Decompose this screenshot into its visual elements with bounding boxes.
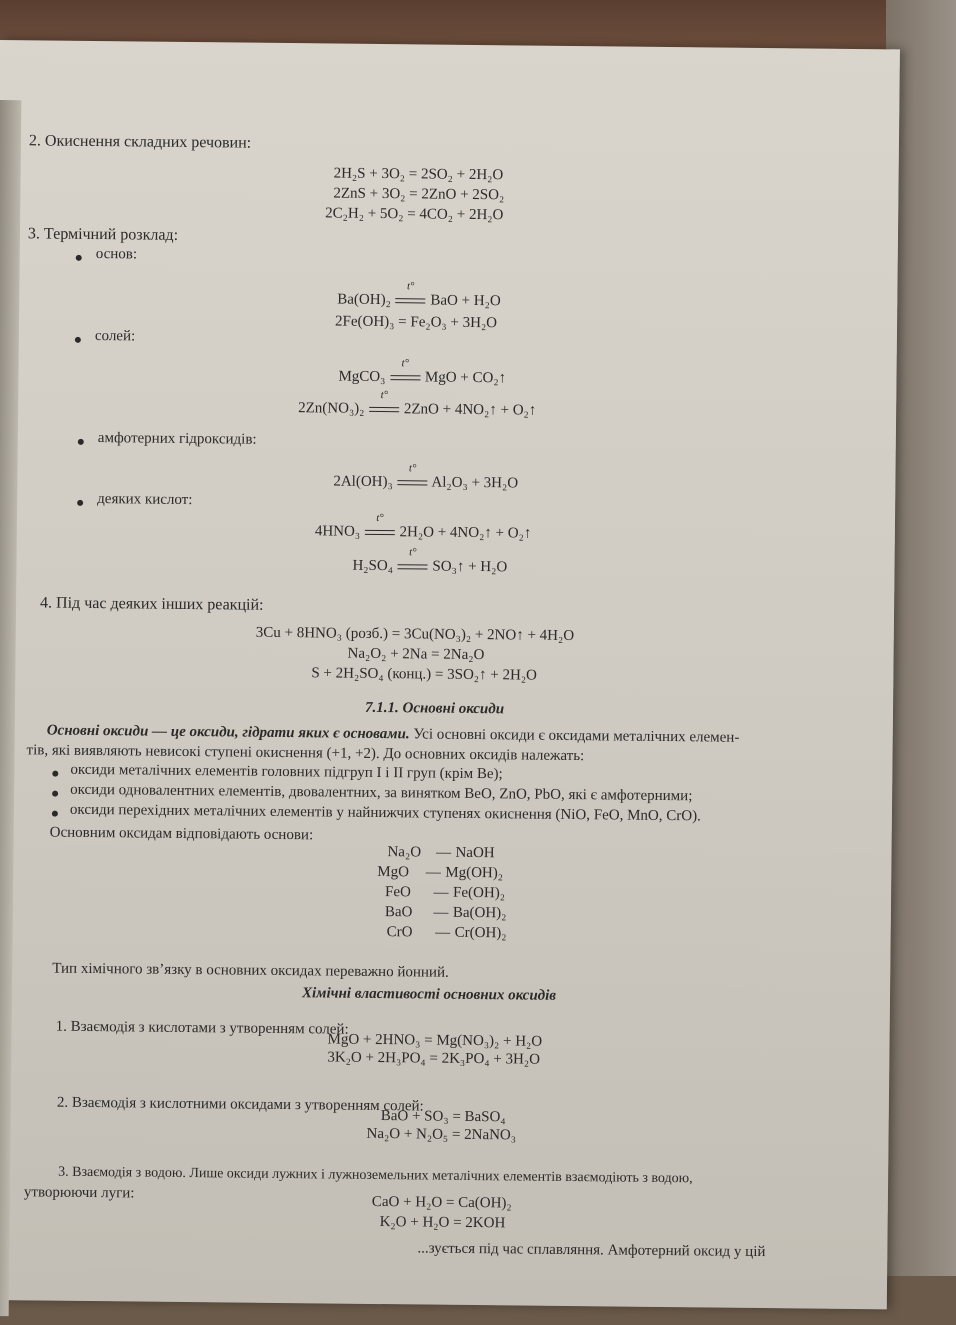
property-3: 3. Взаємодія з водою. Лише оксиди лужних і лужноземельних металічних елементів взаємодіють з водою, (58, 1164, 693, 1187)
property-2: 2. Взаємодія з кислотними оксидами з утворенням солей: (56, 1094, 424, 1115)
dash: — (435, 924, 451, 941)
section-title: 7.1.1. Основні оксиди (364, 699, 505, 718)
bullet-label: основ: (95, 246, 138, 263)
heat-equals-icon: t° (364, 524, 396, 541)
equation-rhs: 2ZnO + 4NO₂↑ + O₂↑ (403, 401, 537, 419)
heat-equals-icon: t° (396, 474, 428, 491)
equation-rhs: Al₂O₃ + 3H₂O (431, 474, 519, 492)
section-2-heading: 2. Окиснення складних речовин: (28, 132, 252, 152)
oxide-base-row (387, 844, 494, 862)
bullet-icon (52, 811, 58, 817)
oxide: CrO (386, 924, 413, 941)
equation (338, 357, 507, 388)
equation-lhs: H₂SO₄ (352, 557, 394, 575)
base: Cr(OH)₂ (454, 924, 507, 942)
equation: BaO + SO₃ = BaSO₄ (380, 1108, 506, 1126)
definition-line: тів, які виявляють невисокі ступені окиснення (+1, +2). До основних оксидів належать: (26, 742, 585, 765)
equation: 3Cu + 8HNO₃ (розб.) = 3Cu(NO₃)₂ + 2NO↑ + 4H₂O (255, 624, 575, 645)
equation-rhs: SO₃↑ + H₂O (432, 558, 508, 576)
base: Fe(OH)₂ (453, 884, 506, 902)
heat-equals-icon: t° (395, 292, 427, 309)
equation-rhs: MgO + CO₂↑ (424, 369, 507, 387)
equation: K₂O + H₂O = 2KOH (379, 1214, 506, 1232)
text-fragment: ...зується під час сплавляння. Амфотерний оксид у цій (417, 1240, 766, 1261)
list-item: оксиди перехідних металічних елементів у найнижчих ступенях окиснення (NiO, FeO, MnO, CrO). (69, 801, 701, 825)
equation: Na₂O₂ + 2Na = 2Na₂O (347, 645, 485, 664)
equation-lhs: 2Zn(NO₃)₂ (298, 400, 365, 417)
bullet-label: амфотерних гідроксидів: (97, 430, 257, 448)
oxide-base-row (385, 904, 507, 922)
oxide-base-row (377, 864, 503, 882)
bullet-icon (52, 771, 58, 777)
equation: 2Fe(OH)₃ = Fe₂O₃ + 3H₂O (334, 313, 498, 332)
bond-type-text: Тип хімічного зв’язку в основних оксидах переважно йонний. (52, 960, 449, 981)
dash: — (433, 904, 449, 921)
oxide-base-row (387, 924, 507, 942)
section-4-heading: 4. Під час деяких інших реакцій: (40, 594, 264, 614)
equation: 2H₂S + 3O₂ = 2SO₂ + 2H₂O (333, 165, 504, 184)
bullet-label: солей: (94, 328, 136, 345)
equation-lhs: MgCO₃ (338, 368, 386, 386)
bullet-icon (52, 791, 58, 797)
equation (298, 389, 537, 419)
bullet-icon (76, 255, 82, 261)
equation: Na₂O + N₂O₅ = 2NaNO₃ (366, 1125, 517, 1144)
definition-term: Основні оксиди — це оксиди, гідрати яких є основами. (46, 722, 410, 743)
base: Mg(OH)₂ (445, 864, 504, 882)
section-3-heading: 3. Термічний розклад: (27, 225, 179, 244)
base: NaOH (455, 844, 495, 862)
book-page (0, 40, 900, 1309)
equation: MgO + 2HNO₃ = Mg(NO₃)₂ + H₂O (327, 1031, 543, 1050)
equation-rhs: BaO + H₂O (430, 292, 501, 310)
correspond-text: Основним оксидам відповідають основи: (49, 824, 314, 844)
equation: 3K₂O + 2H₃PO₄ = 2K₃PO₄ + 3H₂O (327, 1049, 541, 1068)
oxide-base-row (385, 884, 505, 902)
dash: — (433, 884, 449, 901)
list-item: оксиди одновалентних елементів, двовалентних, за винятком BeO, ZnO, PbO, які є амфотерними; (70, 781, 693, 805)
definition-text: Усі основні оксиди є оксидами металічних елемен- (409, 726, 740, 746)
dash: — (425, 864, 441, 881)
oxide: BaO (384, 904, 413, 921)
equation-lhs: 2Al(OH)₃ (333, 473, 393, 491)
equation: 2ZnS + 3O₂ = 2ZnO + 2SO₂ (333, 185, 505, 204)
equation: 2C₂H₂ + 5O₂ = 4CO₂ + 2H₂O (325, 205, 504, 224)
list-item: оксиди металічних елементів головних підгруп I і II груп (крім Be); (70, 761, 503, 783)
oxide: Na₂O (387, 844, 422, 861)
equation (333, 462, 519, 493)
equation (352, 546, 508, 577)
equation-rhs: 2H₂O + 4NO₂↑ + O₂↑ (399, 524, 532, 542)
equation: S + 2H₂SO₄ (конц.) = 3SO₂↑ + 2H₂O (311, 665, 538, 684)
dash: — (435, 844, 452, 861)
equation (337, 280, 501, 311)
properties-title: Хімічні властивості основних оксидів (301, 985, 557, 1004)
heat-equals-icon: t° (368, 401, 400, 418)
equation-lhs: Ba(OH)₂ (337, 291, 391, 309)
heat-equals-icon: t° (397, 558, 429, 575)
page-content (0, 40, 900, 1289)
bullet-label: деяких кислот: (97, 491, 193, 509)
property-3-cont: утворюючи луги: (23, 1184, 135, 1202)
oxide: FeO (385, 884, 412, 901)
base: Ba(OH)₂ (452, 904, 507, 922)
bullet-icon (78, 439, 84, 445)
heat-equals-icon: t° (389, 369, 421, 386)
equation: CaO + H₂O = Ca(OH)₂ (371, 1193, 512, 1212)
property-1: 1. Взаємодія з кислотами з утворенням солей: (55, 1018, 349, 1038)
oxide: MgO (377, 863, 410, 881)
bullet-icon (77, 500, 83, 506)
equation-lhs: 4HNO₃ (314, 523, 361, 540)
equation (314, 511, 532, 542)
bullet-icon (75, 337, 81, 343)
